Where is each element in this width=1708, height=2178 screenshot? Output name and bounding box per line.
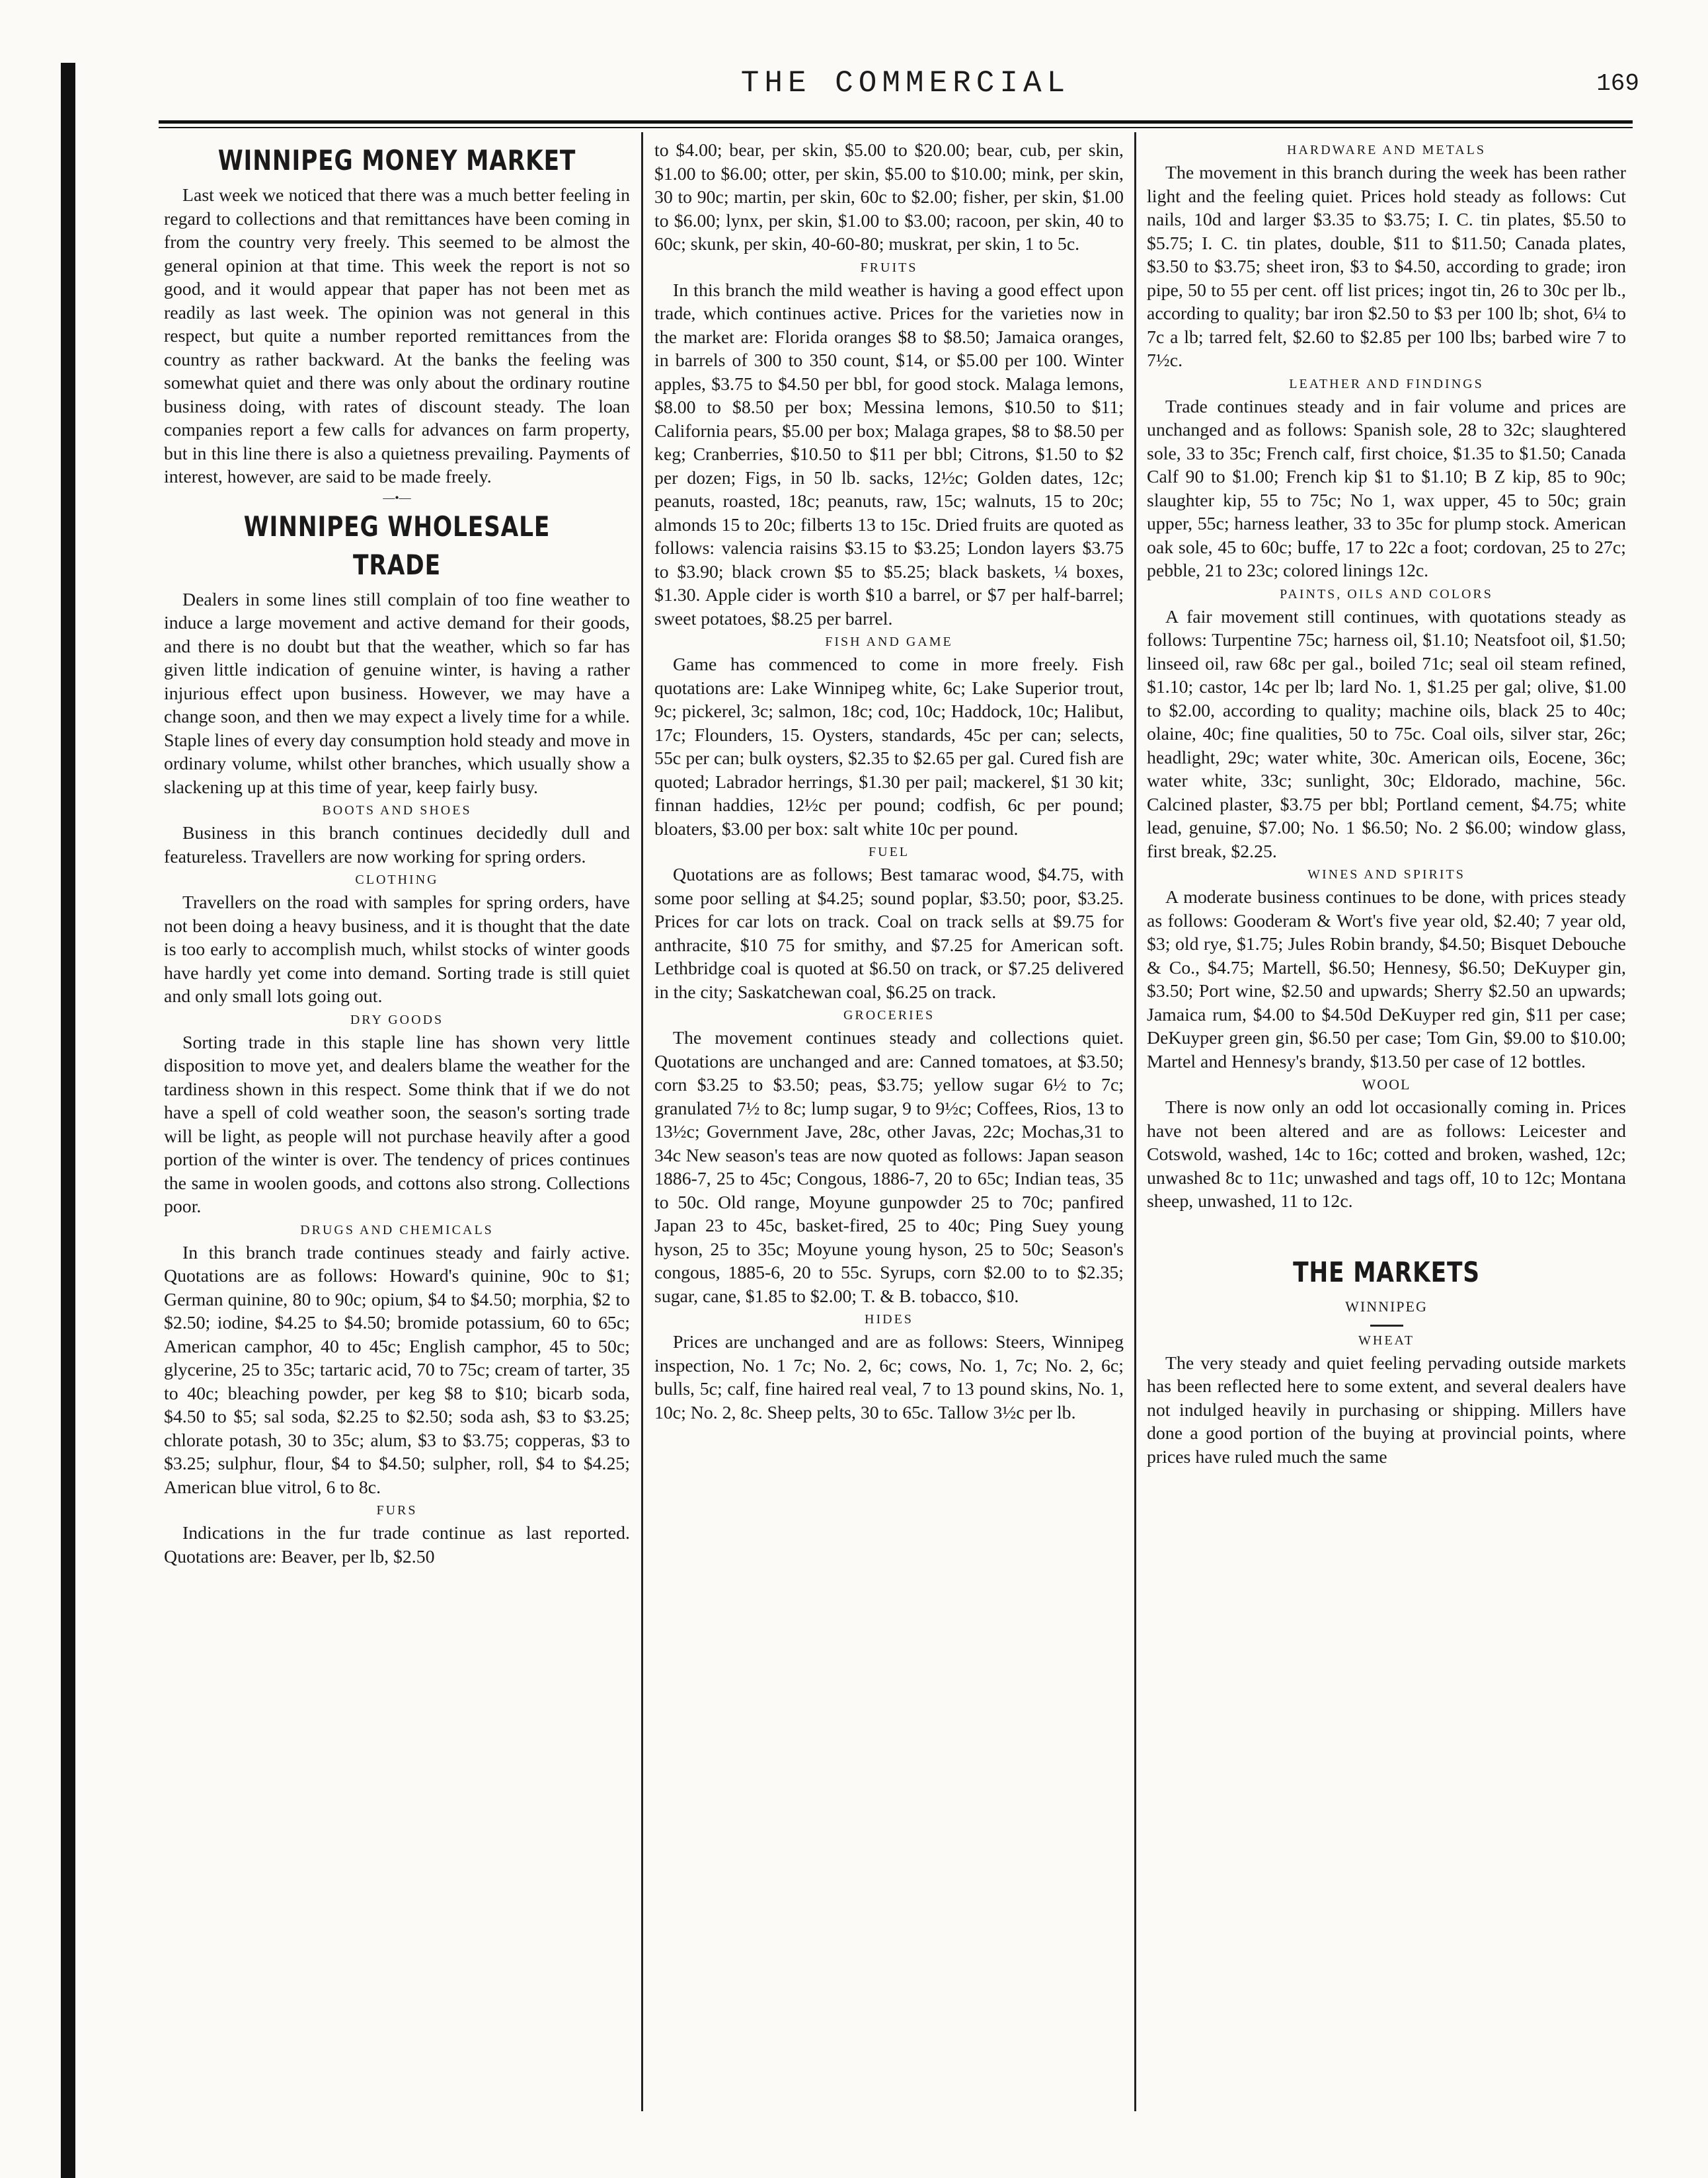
hides-heading: HIDES [865, 1312, 913, 1327]
paints-heading: PAINTS, OILS AND COLORS [1280, 586, 1493, 602]
furs-text: Indications in the fur trade continue as last reported. Quotations are: Beaver, per lb, $2.50 [164, 1523, 630, 1567]
clothing-heading: CLOTHING [355, 873, 439, 887]
masthead [159, 66, 1652, 112]
hardware-heading: HARDWARE AND METALS [1287, 143, 1486, 157]
dry-goods-heading: DRY GOODS [350, 1012, 444, 1027]
hardware-text: The movement in this branch during the week has been rather light and the feeling quiet. Prices hold steady as follows: Cut nails, 10d and larger $3.35 to $3.75; I. C. tin plates, $5.50 to $5.75; I. C. tin plates, double, $11 to $11.50; Canada plates, $3.50 to $3.75; sheet iron, $3 to $4.50, according to grade; iron pipe, 50 to 55 per cent. off list prices; ingot tin, 26 to 30c per lb., according to quality; bar iron $2.50 to $3 per 100 lb; shot, 6¼ to 7c a lb; tarred felt, $2.60 to $2.85 per 100 lbs; barbed wire 7 to 7½c. [1147, 163, 1626, 371]
wholesale-trade-text: Dealers in some lines still complain of too fine weather to induce a large movement and active demand for their goods, and there is no doubt but that the weather, which so far has given little indication of genuine winter, is having a rather injurious effect upon business. However, we may have a change soon, and then we may expect a lively time for a while. Staple lines of every day consumption hold steady and move in ordinary volume, whilst other branches, which usually show a slackening up at this time of year, keep fairly busy. [164, 589, 630, 798]
wholesale-trade-heading: WINNIPEG WHOLESALE TRADE [243, 510, 551, 581]
wool-text: There is now only an odd lot occasionally coming in. Prices have not been altered and are as follows: Leicester and Cotswold, washed, 14c to 16c; cotted and broken, washed, 12c; unwashed 8c to 11c; unwashed and tags off, 10 to 12c; Montana sheep, unwashed, 11 to 12c. [1147, 1097, 1626, 1212]
short-rule [1370, 1325, 1403, 1327]
wheat-text: The very steady and quiet feeling pervading outside markets has been reflected here to some extent, and several dealers have not indulged heavily in purchasing or shipping. Millers have done a good portion of the buying at provincial points, where prices have ruled much the same [1147, 1352, 1626, 1467]
groceries-heading: GROCERIES [843, 1008, 935, 1023]
drugs-text: In this branch trade continues steady and fairly active. Quotations are as follows: Howard's quinine, 90c to $1; German quinine, 80 to 90c; opium, $4 to $4.50; morphia, $2 to $2.50; iodine, $4.25 to $4.50; bromide potassium, 60 to 65c; American camphor, 40 to 45c; English camphor, 45 to 50c; glycerine, 25 to 35c; tartaric acid, 70 to 75c; cream of tarter, 35 to 40c; bleaching powder, per keg $8 to $10; bicarb soda, $4.50 to $5; sal soda, $2.25 to $2.50; soda ash, $3 to $3.25; chlorate potash, 30 to 35c; alum, $3 to $3.75; copperas, $3 to $3.25; sulphur, flour, $4 to $4.50; sulpher, roll, $4 to $4.25; American blue vitrol, 6 to 8c. [164, 1242, 630, 1498]
fish-heading: FISH AND GAME [825, 635, 953, 649]
fuel-text: Quotations are as follows; Best tamarac wood, $4.75, with some poor selling at $4.25; sound poplar, $3.50; poor, $3.25. Prices for car lots on track. Coal on track sells at $9.75 for anthracite, $10 75 for smithy, and $7.25 for American soft. Lethbridge coal is quoted at $6.50 on track, or $7.25 delivered in the city; Saskatchewan coal, $6.25 on track. [654, 865, 1124, 1003]
column-1 [164, 139, 630, 2108]
boots-text: Business in this branch continues decidedly dull and featureless. Travellers are now working for spring orders. [164, 823, 630, 867]
furs-heading: FURS [376, 1503, 418, 1518]
column-rule [641, 132, 643, 2111]
page-edge-bar [61, 63, 75, 2178]
masthead-rule-thin [159, 127, 1633, 128]
fish-text: Game has commenced to come in more freely. Fish quotations are: Lake Winnipeg white, 6c; Lake Superior trout, 9c; pickerel, 3c; salmon, 18c; cod, 10c; Haddock, 10c; Halibut, 17c; Flounders, 15. Oysters, standards, 45c per can; selects, 55c per can; bulk oysters, $2.35 to $2.65 per gal. Cured fish are quoted; Labrador herrings, $1.30 per pail; mackerel, $1 30 kit; finnan haddies, 12½c per pound; codfish, 6c per pound; bloaters, $3.00 per box: salt white 10c per pound. [654, 654, 1124, 839]
clothing-text: Travellers on the road with samples for spring orders, have not been doing a heavy business, and it is thought that the date is too early to accomplish much, whilst stocks of winter goods have hardly yet come into demand. Sorting trade is still quiet and only small lots going out. [164, 892, 630, 1007]
markets-heading: THE MARKETS [1293, 1255, 1480, 1288]
leather-heading: LEATHER AND FINDINGS [1289, 376, 1484, 391]
dry-goods-text: Sorting trade in this staple line has shown very little disposition to move yet, and dealers blame the weather for the tardiness shown in this respect. Some think that if we do not have a spell of cold weather soon, the season's sorting trade will be light, as people will not purchase heavily after a good portion of the winter is over. The tendency of prices continues the same in woolen goods, and cottons also strong. Collections poor. [164, 1032, 630, 1217]
page-number: 169 [1596, 70, 1639, 97]
section-divider: —•— [383, 490, 411, 504]
wheat-subheading: WHEAT [1358, 1333, 1415, 1348]
wines-text: A moderate business continues to be done, with prices steady as follows: Gooderam & Wort's five year old, $2.40; 7 year old, $3; old rye, $1.75; Jules Robin brandy, $4.50; Bisquet Debouche & Co., $4.75; Martell, $6.50; Hennesy, $6.50; DeKuyper gin, $3.50; Port wine, $2.50 and upwards; Sherry $2.50 an upwards; Jamaica rum, $4.00 to $4.50d DeKuyper red gin, $11 per case; DeKuyper green gin, $6.50 per case; Tom Gin, $9.00 to $10.00; Martel and Hennesy's brandy, $13.50 per case of 12 bottles. [1147, 887, 1626, 1072]
money-market-text: Last week we noticed that there was a much better feeling in regard to collections and that remittances have been coming in from the country very freely. This seemed to be almost the general opinion at that time. This week the report is not so good, and it would appear that paper has not been met as readily as last week. The opinion was not general in this respect, but quite a number reported remittances from the country as rather backward. At the banks the feeling was somewhat quiet and there was only about the ordinary routine business doing, with rates of discount steady. The loan companies report a few calls for advances on farm property, but in this line there is also a quietness prevailing. Payments of interest, however, are said to be made freely. [164, 185, 630, 487]
money-market-heading: WINNIPEG MONEY MARKET [217, 144, 576, 176]
fruits-text: In this branch the mild weather is having a good effect upon trade, which continues active. Prices for the varieties now in the market are: Florida oranges $8 to $8.50; Jamaica oranges, in barrels of 300 to 350 count, $14, or $5.00 per 100. Winter apples, $3.75 to $4.50 per bbl, for good stock. Malaga lemons, $8.00 to $8.50 per box; Messina lemons, $10.50 to $11; California pears, $5.00 per box; Malaga grapes, $8 to $8.50 per keg; Cranberries, $10.50 to $11 per bbl; Citrons, $1.50 to $2 per dozen; Figs, in 50 lb. sacks, 12½c; Golden dates, 12c; peanuts, roasted, 18c; peanuts, raw, 15c; walnuts, 15 to 20c; almonds 15 to 20c; filberts 13 to 15c. Dried fruits are quoted as follows: valencia raisins $3.15 to $3.25; London layers $3.75 to $3.90; black crown $5 to $5.25; black baskets, ¼ boxes, $1.30. Apple cider is worth $10 a barrel, or $7 per half-barrel; sweet potatoes, $8.25 per barrel. [654, 280, 1124, 629]
fuel-heading: FUEL [869, 845, 910, 859]
fruits-heading: FRUITS [860, 260, 918, 275]
furs-text-continued: to $4.00; bear, per skin, $5.00 to $20.00; bear, cub, per skin, $1.00 to $6.00; otter, per skin, $5.00 to $10.00; mink, per skin, 30 to 90c; martin, per skin, 60c to $2.00; fisher, per skin, $1.00 to $6.00; lynx, per skin, $1.00 to $3.00; racoon, per skin, 40 to 60c; skunk, per skin, 40-60-80; muskrat, per skin, 1 to 5c. [654, 140, 1124, 254]
publication-title: THE COMMERCIAL [740, 66, 1071, 100]
wool-heading: WOOL [1362, 1076, 1411, 1093]
groceries-text: The movement continues steady and collections quiet. Quotations are unchanged and are: Canned tomatoes, at $3.50; corn $3.25 to $3.50; peas, $3.75; yellow sugar 6½ to 7c; granulated 7½ to 8c; lump sugar, 9 to 9½c; Coffees, Rios, 13 to 13½c; Government Jave, 28c, other Javas, 22c; Mochas,31 to 34c New season's teas are now quoted as follows: Japan season 1886-7, 25 to 45c; Congous, 1886-7, 20 to 65c; Indian teas, 35 to 50c. Old range, Moyune gunpowder 25 to 70c; panfired Japan 23 to 45c, basket-fired, 25 to 40c; Ping Suey young hyson, 25 to 35c; Moyune young hyson, 25 to 50c; Season's congous, 1885-6, 20 to 55c. Syrups, corn $2.00 to to $2.35; sugar, cane, $1.85 to $2.00; T. & B. tobacco, $10. [654, 1028, 1124, 1307]
column-rule [1134, 132, 1136, 2111]
drugs-heading: DRUGS AND CHEMICALS [300, 1222, 494, 1237]
wines-heading: WINES AND SPIRITS [1307, 867, 1465, 882]
paints-text: A fair movement still continues, with quotations steady as follows: Turpentine 75c; harness oil, $1.10; Neatsfoot oil, $1.50; linseed oil, raw 68c per gal., boiled 71c; seal oil steam refined, $1.10; castor, 14c per lb; lard No. 1, $1.25 per gal; olive, $1.00 to $2.00, according to quality; machine oils, black 25 to 40c; olaine, 40c; fine qualities, 50 to 75c. Coal oils, silver star, 26c; headlight, 29c; water white, 30c. American oils, Eocene, 36c; water white, 33c; sunlight, 30c; Eldorado, machine, 56c. Calcined plaster, $3.75 per bbl; Portland cement, $4.75; white lead, genuine, $7.00; No. 1 $6.50; No. 2 $6.00; window glass, first break, $2.25. [1147, 606, 1626, 862]
column-3 [1147, 139, 1626, 2108]
leather-text: Trade continues steady and in fair volume and prices are unchanged and as follows: Spanish sole, 28 to 32c; slaughtered sole, 33 to 35c; French calf, first choice, $1.35 to $1.50; Canada Calf 90 to $1.00; French kip $1 to $1.10; B Z kip, 85 to 90c; slaughter kip, 55 to 75c; No 1, wax upper, 45 to 50c; grain upper, 55c; harness leather, 33 to 35c for plump stock. American oak sole, 45 to 60c; buffe, 17 to 22c a foot; cordovan, 25 to 27c; pebble, 21 to 23c; colored linings 12c. [1147, 396, 1626, 581]
hides-text: Prices are unchanged and are as follows: Steers, Winnipeg inspection, No. 1 7c; No. 2, 6c; cows, No. 1, 7c; No. 2, 6c; bulls, 5c; calf, fine haired real veal, 7 to 13 pound skins, No. 1, 10c; No. 2, 8c. Sheep pelts, 30 to 65c. Tallow 3½c per lb. [654, 1332, 1124, 1423]
boots-heading: BOOTS AND SHOES [322, 803, 472, 818]
masthead-rule [159, 120, 1633, 124]
winnipeg-subheading: WINNIPEG [1345, 1298, 1428, 1315]
column-2 [654, 139, 1124, 2108]
